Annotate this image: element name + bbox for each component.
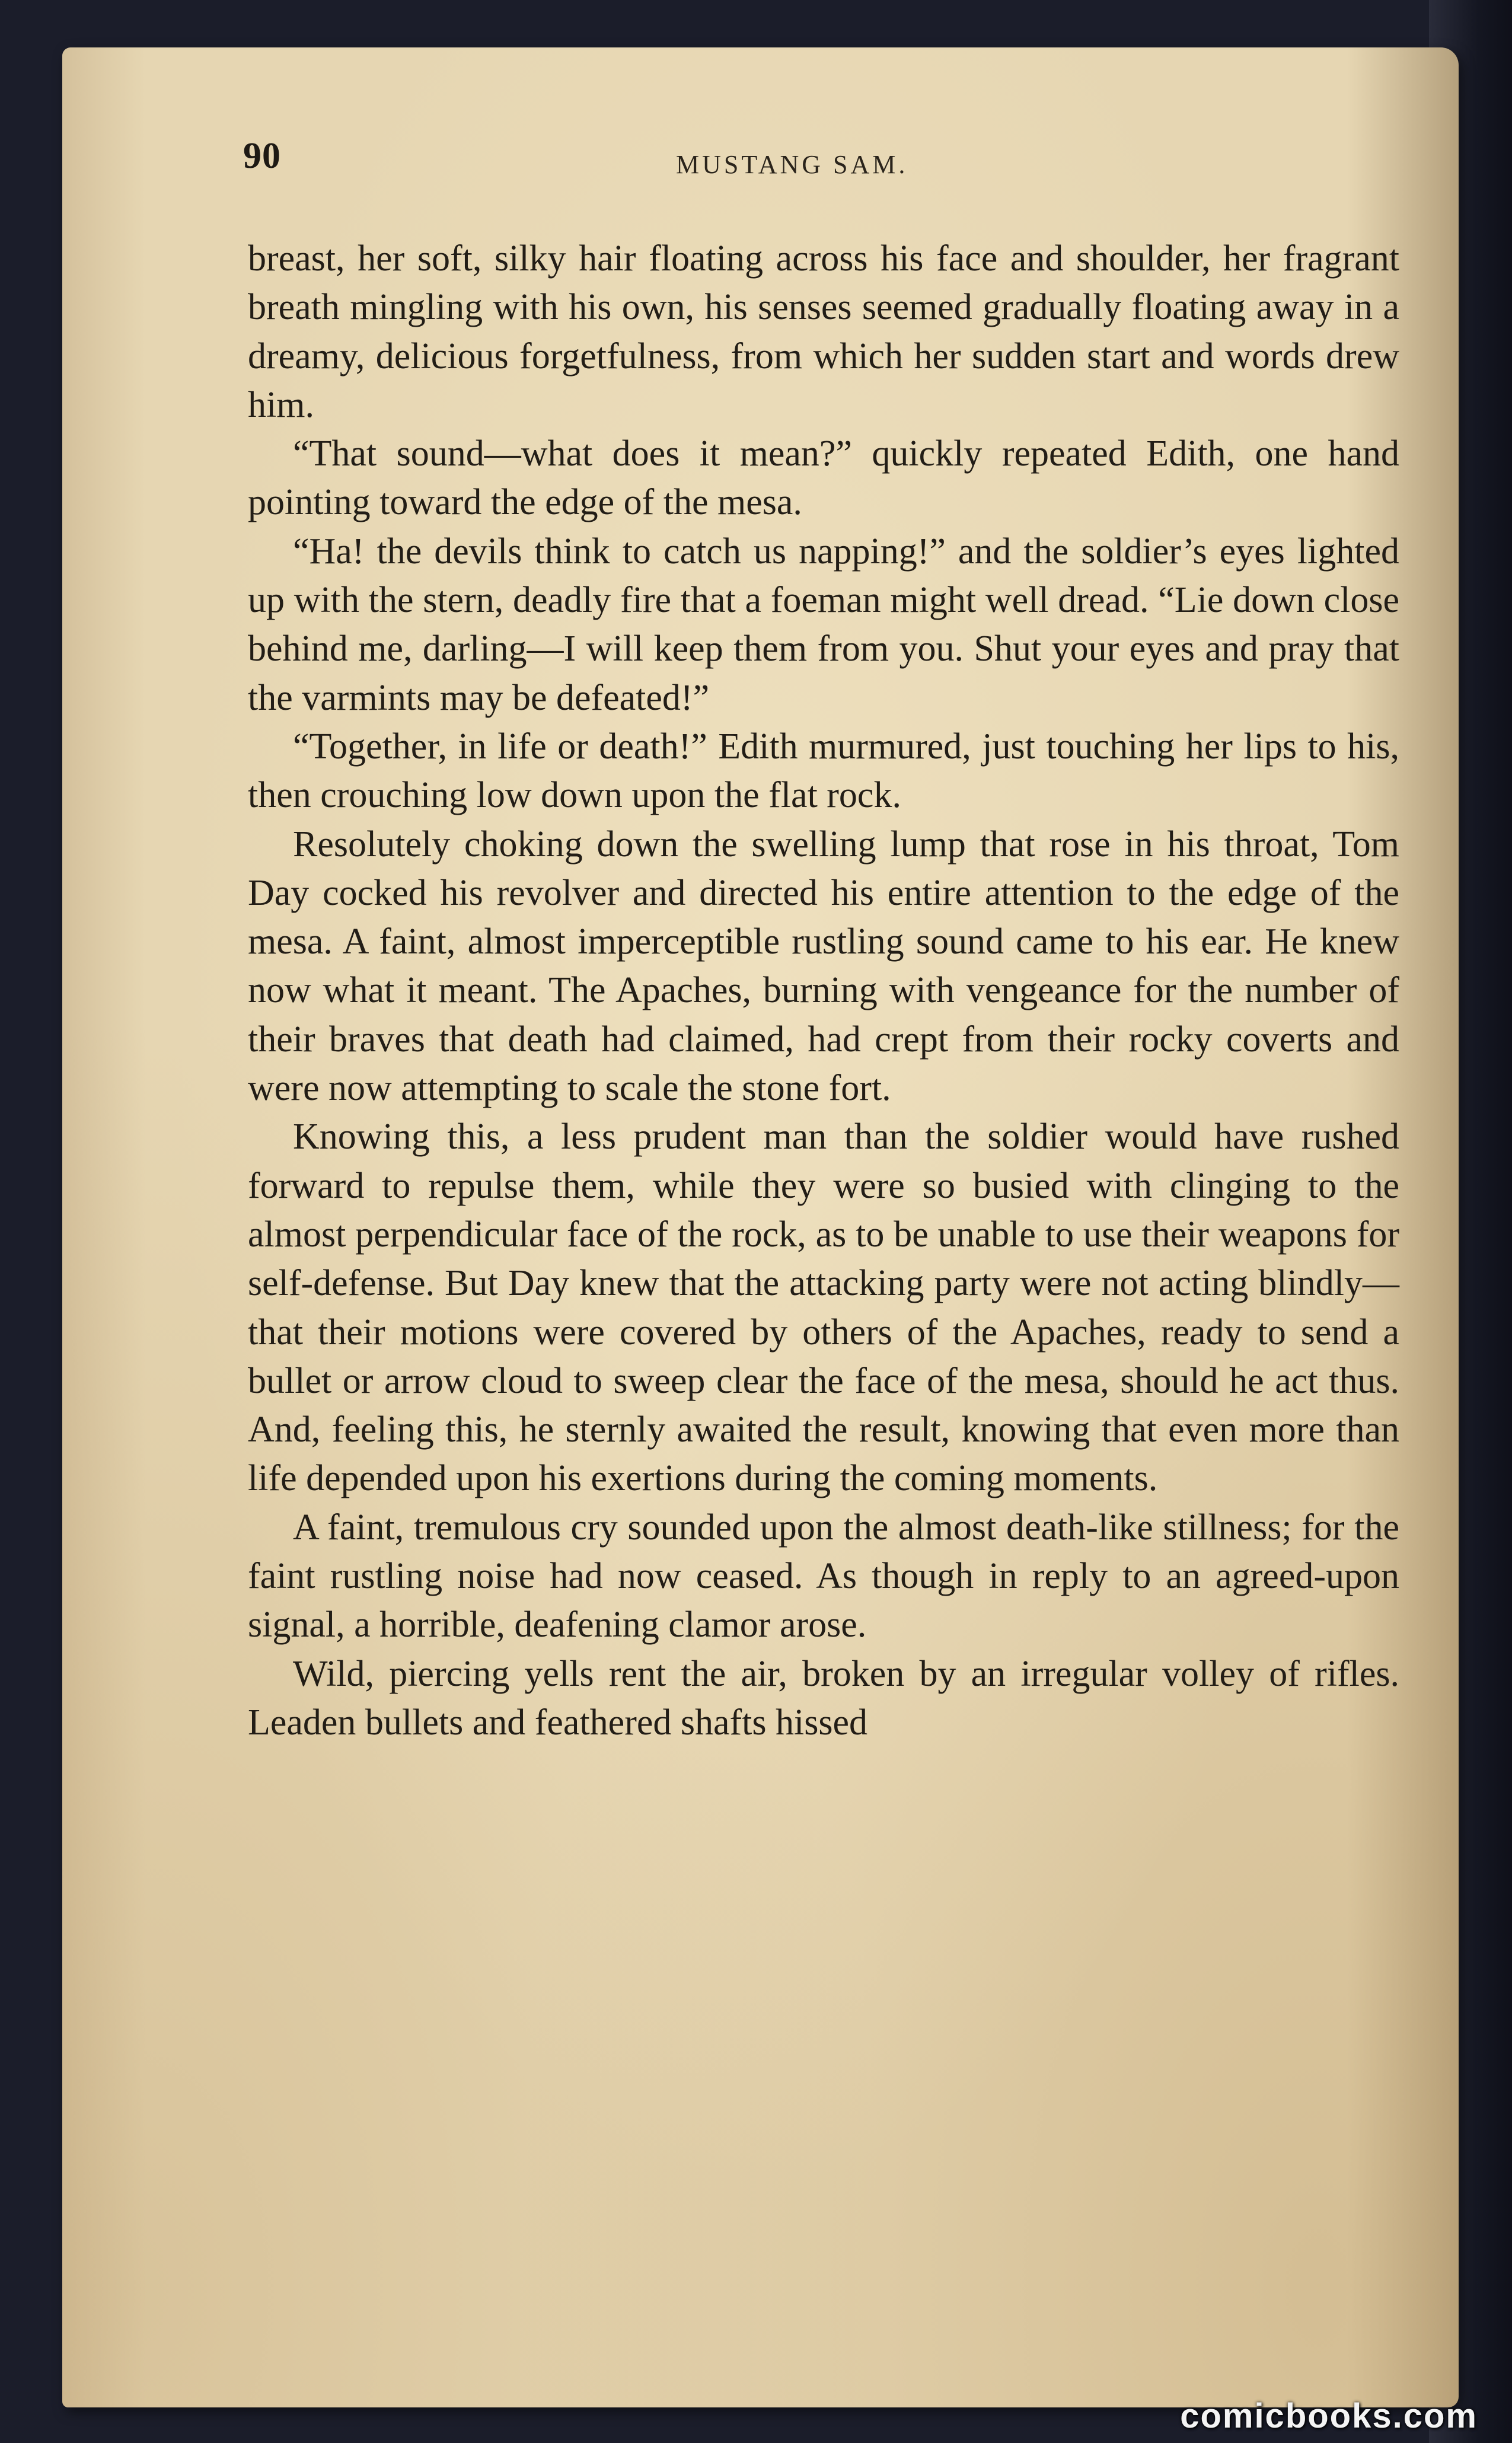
paragraph: “Ha! the devils think to catch us napping!” and the soldier’s eyes lighted up with the stern, deadly fire that a foeman might well dread. “Lie down close behind me, darling—I will keep them from you. Shut your eyes and pray that the varmints may be defeated!” (248, 531, 1399, 718)
paragraph: Resolutely choking down the swelling lump that rose in his throat, Tom Day cocked his revolver and directed his entire attention to the edge of the mesa. A faint, almost imperceptible rustling sound came to his ear. He knew now what it meant. The Apaches, burning with vengeance for the number of their braves that death had claimed, had crept from their rocky coverts and were now attempting to scale the stone fort. (248, 824, 1399, 1109)
paragraph: “Together, in life or death!” Edith murmured, just touching her lips to his, then crouching low down upon the flat rock. (248, 726, 1399, 816)
paragraph: “That sound—what does it mean?” quickly repeated Edith, one hand pointing toward the edge of the mesa. (248, 433, 1399, 523)
page-number: 90 (243, 136, 281, 176)
paragraph: Wild, piercing yells rent the air, broken by an irregular volley of rifles. Leaden bullets and feathered shafts hissed (248, 1653, 1399, 1743)
paragraph: A faint, tremulous cry sounded upon the almost death-like stillness; for the faint rustling noise had now ceased. As though in reply to an agreed-upon signal, a horrible, deafening clamor arose. (248, 1507, 1399, 1645)
body-text (248, 234, 1399, 1747)
running-head: MUSTANG SAM. (676, 150, 908, 179)
watermark: comicbooks.com (1180, 2397, 1478, 2435)
paragraph: Knowing this, a less prudent man than the soldier would have rushed forward to repulse them, while they were so busied with clinging to the almost perpendicular face of the rock, as to be unable to use their weapons for self-defense. But Day knew that the attacking party were not acting blindly—that their motions were covered by others of the Apaches, ready to send a bullet or arrow cloud to sweep clear the face of the mesa, should he act thus. And, feeling this, he sternly awaited the result, knowing that even more than life depended upon his exertions during the coming moments. (248, 1117, 1399, 1499)
paragraph: breast, her soft, silky hair floating across his face and shoulder, her fragrant breath mingling with his own, his senses seemed gradually floating away in a dreamy, delicious forgetfulness, from which her sudden start and words drew him. (248, 238, 1399, 425)
